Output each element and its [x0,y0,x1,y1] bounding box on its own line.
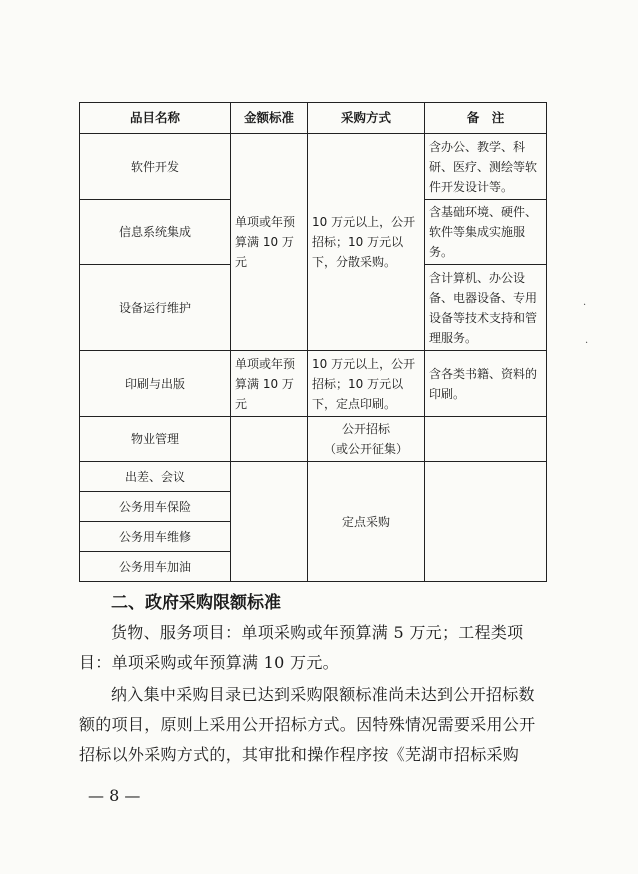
header-item-name: 品目名称 [80,103,231,134]
item-name-travel: 出差、会议 [80,462,231,492]
scan-mark: · [583,300,587,311]
procurement-table [79,102,547,582]
page-number: — 8 — [88,786,141,805]
section-heading: 二、政府采购限额标准 [111,593,281,613]
amount-fixed-empty [231,462,308,582]
paragraph-limit-standard: 货物、服务项目：单项采购或年预算满 5 万元；工程类项目：单项采购或年预算满 10 万元。 [79,623,524,672]
paragraph-open-tender: 纳入集中采购目录已达到采购限额标准尚未达到公开招标数额的项目，原则上采用公开招标方式。因特殊情况需要采用公开招标以外采购方式的，其审批和操作程序按《芜湖市招标采购 [79,685,536,764]
method-property [308,417,425,462]
amount-cell-group1: 单项或年预算满 10 万元 [231,134,308,351]
note-property-empty [425,417,547,462]
item-name-integration: 信息系统集成 [80,200,231,265]
note-software: 含办公、教学、科研、医疗、测绘等软件开发设计等。 [425,134,547,200]
item-name-printing: 印刷与出版 [80,351,231,417]
method-cell-group1: 10 万元以上，公开招标；10 万元以下，分散采购。 [308,134,425,351]
header-note: 备 注 [425,103,547,134]
note-maintenance: 含计算机、办公设备、电器设备、专用设备等技术支持和管理服务。 [425,265,547,351]
table-row [80,134,547,200]
item-name-property: 物业管理 [80,417,231,462]
item-name-car-insurance: 公务用车保险 [80,492,231,522]
header-method: 采购方式 [308,103,425,134]
amount-property-empty [231,417,308,462]
scan-mark: · [585,338,589,349]
method-fixed: 定点采购 [308,462,425,582]
amount-printing: 单项或年预算满 10 万元 [231,351,308,417]
note-integration: 含基础环境、硬件、软件等集成实施服务。 [425,200,547,265]
note-printing: 含各类书籍、资料的印刷。 [425,351,547,417]
item-name-software: 软件开发 [80,134,231,200]
item-name-car-fuel: 公务用车加油 [80,552,231,582]
table-row [80,351,547,417]
table-header-row [80,103,547,134]
method-printing: 10 万元以上，公开招标；10 万元以下，定点印刷。 [308,351,425,417]
table-row [80,417,547,462]
table-row [80,462,547,492]
header-amount: 金额标准 [231,103,308,134]
method-property-line1: 公开招标 [341,422,390,436]
item-name-car-repair: 公务用车维修 [80,522,231,552]
method-property-line2: （或公开征集） [323,442,408,456]
note-fixed-empty [425,462,547,582]
item-name-maintenance: 设备运行维护 [80,265,231,351]
